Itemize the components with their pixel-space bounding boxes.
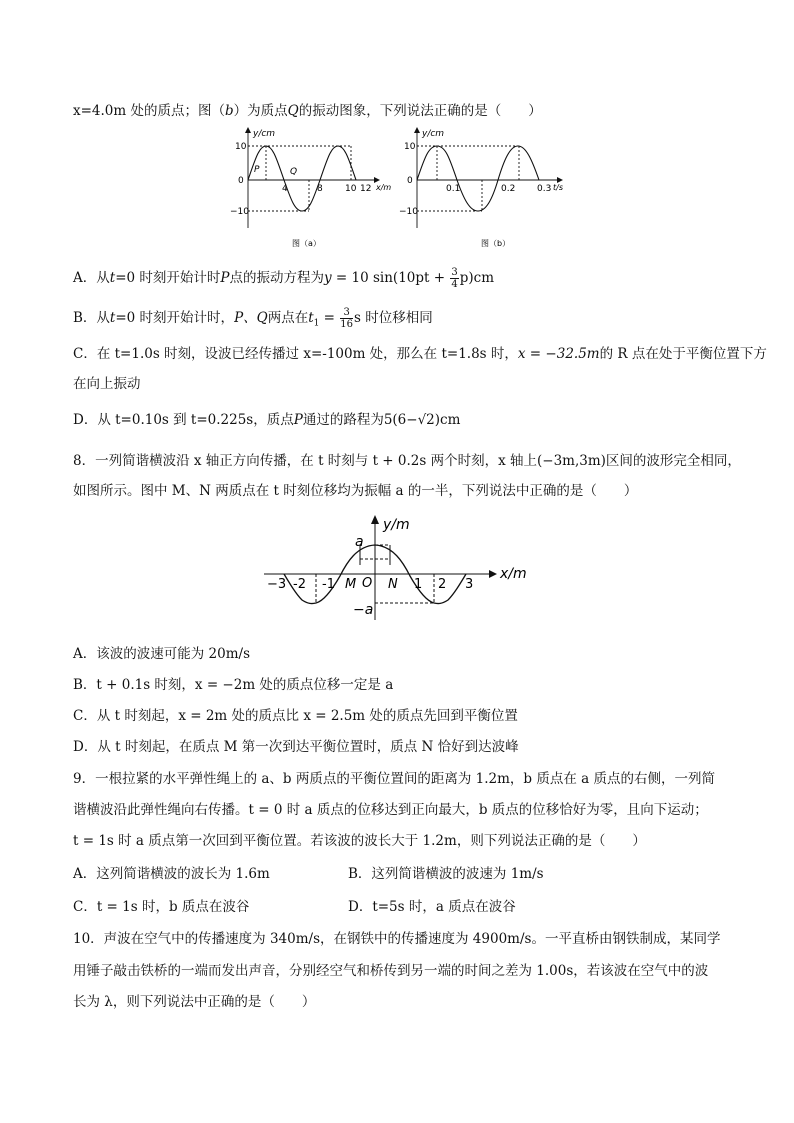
q7-d-value: 5(6−√2) bbox=[383, 412, 441, 428]
figure-a-xtick: 10 bbox=[345, 184, 357, 194]
q8-label-a: a bbox=[355, 534, 364, 550]
q8-xtick: -2 bbox=[293, 577, 306, 592]
figure-b-ytick-zero: 0 bbox=[407, 176, 413, 186]
q7-d-p: P bbox=[293, 412, 303, 428]
q7-a-text: A．从 bbox=[73, 270, 110, 286]
figure-a-xtick: 8 bbox=[317, 184, 323, 194]
intro-text: x=4.0m 处的质点；图（ bbox=[73, 103, 225, 119]
figure-a-xtick: 4 bbox=[282, 184, 288, 194]
q9-stem-line1: 9．一根拉紧的水平弹性绳上的 a、b 两质点的平衡位置间的距离为 1.2m，b 质点在 a 质点的右侧，一列简 bbox=[73, 771, 715, 787]
q9-stem-line2: 谐横波沿此弹性绳向右传播。t = 0 时 a 质点的位移达到正向最大，b 质点的位移恰好为零，且向下运动； bbox=[73, 802, 708, 818]
q10-stem-line3: 长为 λ，则下列说法中正确的是（ ） bbox=[73, 994, 316, 1010]
figure-b-wave bbox=[417, 146, 539, 211]
figure-a-y-arrow bbox=[245, 127, 251, 133]
q7-b-fraction bbox=[340, 307, 353, 330]
q8-stem-line1: 8．一列简谐横波沿 x 轴正方向传播，在 t 时刻与 t + 0.2s 两个时刻，x 轴上(−3m,3m)区间的波形完全相同， bbox=[73, 453, 741, 469]
q7-c-xeq: x = −32.5m bbox=[517, 346, 600, 362]
q10-stem-line1: 10．声波在空气中的传播速度为 340m/s，在钢铁中的传播速度为 4900m/s。一平直桥由钢铁制成，某同学 bbox=[73, 931, 721, 947]
q7-b-num: 3 bbox=[340, 307, 353, 319]
q7-c-text-end: 的 R 点在处于平衡位置下方 bbox=[599, 346, 767, 362]
q9-option-c: C．t = 1s 时，b 质点在波谷 bbox=[73, 899, 250, 915]
figure-b-ytick-bottom: −10 bbox=[399, 207, 418, 217]
q7-option-a bbox=[73, 263, 494, 293]
intro-b: b bbox=[225, 103, 234, 119]
q7-b-den: 16 bbox=[340, 319, 354, 330]
figure-b-ylabel: y/cm bbox=[422, 129, 445, 139]
q7-a-text-mid: =0 时刻开始计时 bbox=[115, 270, 221, 286]
q7-option-c-cont: 在向上振动 bbox=[73, 376, 141, 392]
figure-a-wave bbox=[248, 146, 356, 211]
q8-xlabel: x/m bbox=[500, 566, 527, 582]
q8-xtick: -1 bbox=[322, 577, 335, 592]
q8-label-n: N bbox=[388, 577, 398, 592]
q7-b-pq: P、Q bbox=[234, 310, 268, 326]
q7-d-unit: cm bbox=[440, 412, 461, 428]
q8-label-neg-a: −a bbox=[353, 602, 374, 618]
q8-option-d: D．从 t 时刻起，在质点 M 第一次到达平衡位置时，质点 N 恰好到达波峰 bbox=[73, 739, 519, 755]
figure-b-caption: 图（b） bbox=[481, 239, 511, 248]
q9-option-b: B．这列简谐横波的波速为 1m/s bbox=[348, 866, 544, 882]
figure-b-ytick-top: 10 bbox=[404, 142, 416, 152]
q7-option-b bbox=[73, 303, 433, 339]
figure-a-xlabel: x/m bbox=[376, 183, 392, 192]
q8-option-c: C．从 t 时刻起，x = 2m 处的质点比 x = 2.5m 处的质点先回到平衡位置 bbox=[73, 708, 518, 724]
figure-a-ylabel: y/cm bbox=[253, 129, 276, 139]
q8-y-arrow bbox=[371, 515, 379, 524]
q10-stem-line2: 用锤子敲击铁桥的一端而发出声音，分别经空气和桥传到另一端的时间之差为 1.00s，若该波在空气中的波 bbox=[73, 963, 709, 979]
figure-a-caption: 图（a） bbox=[292, 239, 321, 248]
q7-b-sub: 1 bbox=[313, 318, 320, 329]
q7-b-text: B．从 bbox=[73, 310, 110, 326]
q9-stem-line3: t = 1s 时 a 质点第一次回到平衡位置。若该波的波长大于 1.2m，则下列说法正确的是（ ） bbox=[73, 833, 646, 849]
q7-c-text: C．在 t=1.0s 时刻，设波已经传播过 x=-100m 处，那么在 t=1.8s 时， bbox=[73, 346, 518, 362]
q7-b-text-mid: =0 时刻开始计时， bbox=[115, 310, 235, 326]
q8-figure bbox=[262, 512, 527, 622]
q7-a-num: 3 bbox=[451, 267, 458, 278]
figure-a-ytick-bottom: −10 bbox=[230, 207, 249, 217]
q7-b-t: t bbox=[109, 310, 116, 326]
figure-a bbox=[222, 124, 392, 252]
q8-stem-line2: 如图所示。图中 M、N 两质点在 t 时刻位移均为振幅 a 的一半，下列说法中正确的是（ ） bbox=[73, 483, 638, 499]
q7-b-eq: = bbox=[319, 310, 340, 326]
q7-a-den: 4 bbox=[451, 279, 458, 290]
q8-xtick: 3 bbox=[465, 577, 474, 592]
q7-a-p: P bbox=[220, 270, 230, 286]
figure-a-xtick: 12 bbox=[360, 184, 372, 194]
q7-b-t1: t bbox=[308, 310, 314, 326]
figure-b-xtick: 0.3 bbox=[537, 184, 552, 194]
intro-text-c: 的振动图象，下列说法正确的是（ ） bbox=[298, 103, 542, 119]
q7-a-eq-y: y bbox=[323, 270, 332, 286]
figure-b-xtick: 0.1 bbox=[446, 184, 461, 194]
q8-x-arrow bbox=[489, 570, 497, 578]
q7-d-text-mid: 通过的路程为 bbox=[302, 412, 384, 428]
q7-b-text-post: s 时位移相同 bbox=[354, 310, 433, 326]
q9-option-a: A．这列简谐横波的波长为 1.6m bbox=[73, 866, 270, 882]
q7-option-d bbox=[73, 410, 460, 430]
intro-q: Q bbox=[287, 103, 299, 119]
figure-a-ytick-zero: 0 bbox=[238, 176, 244, 186]
q8-xtick: −3 bbox=[267, 577, 287, 592]
q9-option-d: D．t=5s 时，a 质点在波谷 bbox=[348, 899, 516, 915]
q7-d-text: D．从 t=0.10s 到 t=0.225s，质点 bbox=[73, 412, 294, 428]
q7-b-text-mid2: 两点在 bbox=[267, 310, 309, 326]
q8-option-a: A．该波的波速可能为 20m/s bbox=[73, 646, 250, 662]
q7-a-fraction bbox=[450, 267, 458, 290]
figure-a-ytick-top: 10 bbox=[235, 142, 247, 152]
figure-b-xlabel: t/s bbox=[553, 183, 563, 192]
q8-xtick: 1 bbox=[414, 577, 423, 592]
q8-label-o: O bbox=[362, 576, 373, 591]
figure-b-y-arrow bbox=[414, 127, 420, 133]
figure-b bbox=[397, 124, 577, 252]
q7-a-t: t bbox=[109, 270, 116, 286]
q8-label-m: M bbox=[345, 577, 357, 592]
q8-xtick: 2 bbox=[438, 577, 447, 592]
intro-text-b: ）为质点 bbox=[233, 103, 288, 119]
q7-a-text-post: 点的振动方程为 bbox=[229, 270, 324, 286]
q8-ylabel: y/m bbox=[383, 517, 410, 533]
figure-a-label-p: P bbox=[254, 165, 260, 175]
figure-a-label-q: Q bbox=[290, 167, 298, 177]
figure-b-xtick: 0.2 bbox=[501, 184, 516, 194]
q7-a-eq-end: p)cm bbox=[459, 270, 494, 286]
q8-option-b: B．t + 0.1s 时刻，x = −2m 处的质点位移一定是 a bbox=[73, 677, 394, 693]
intro-line bbox=[73, 101, 542, 121]
q7-a-eq: = 10 sin(10pt + bbox=[331, 270, 450, 286]
q7-option-c bbox=[73, 344, 767, 364]
